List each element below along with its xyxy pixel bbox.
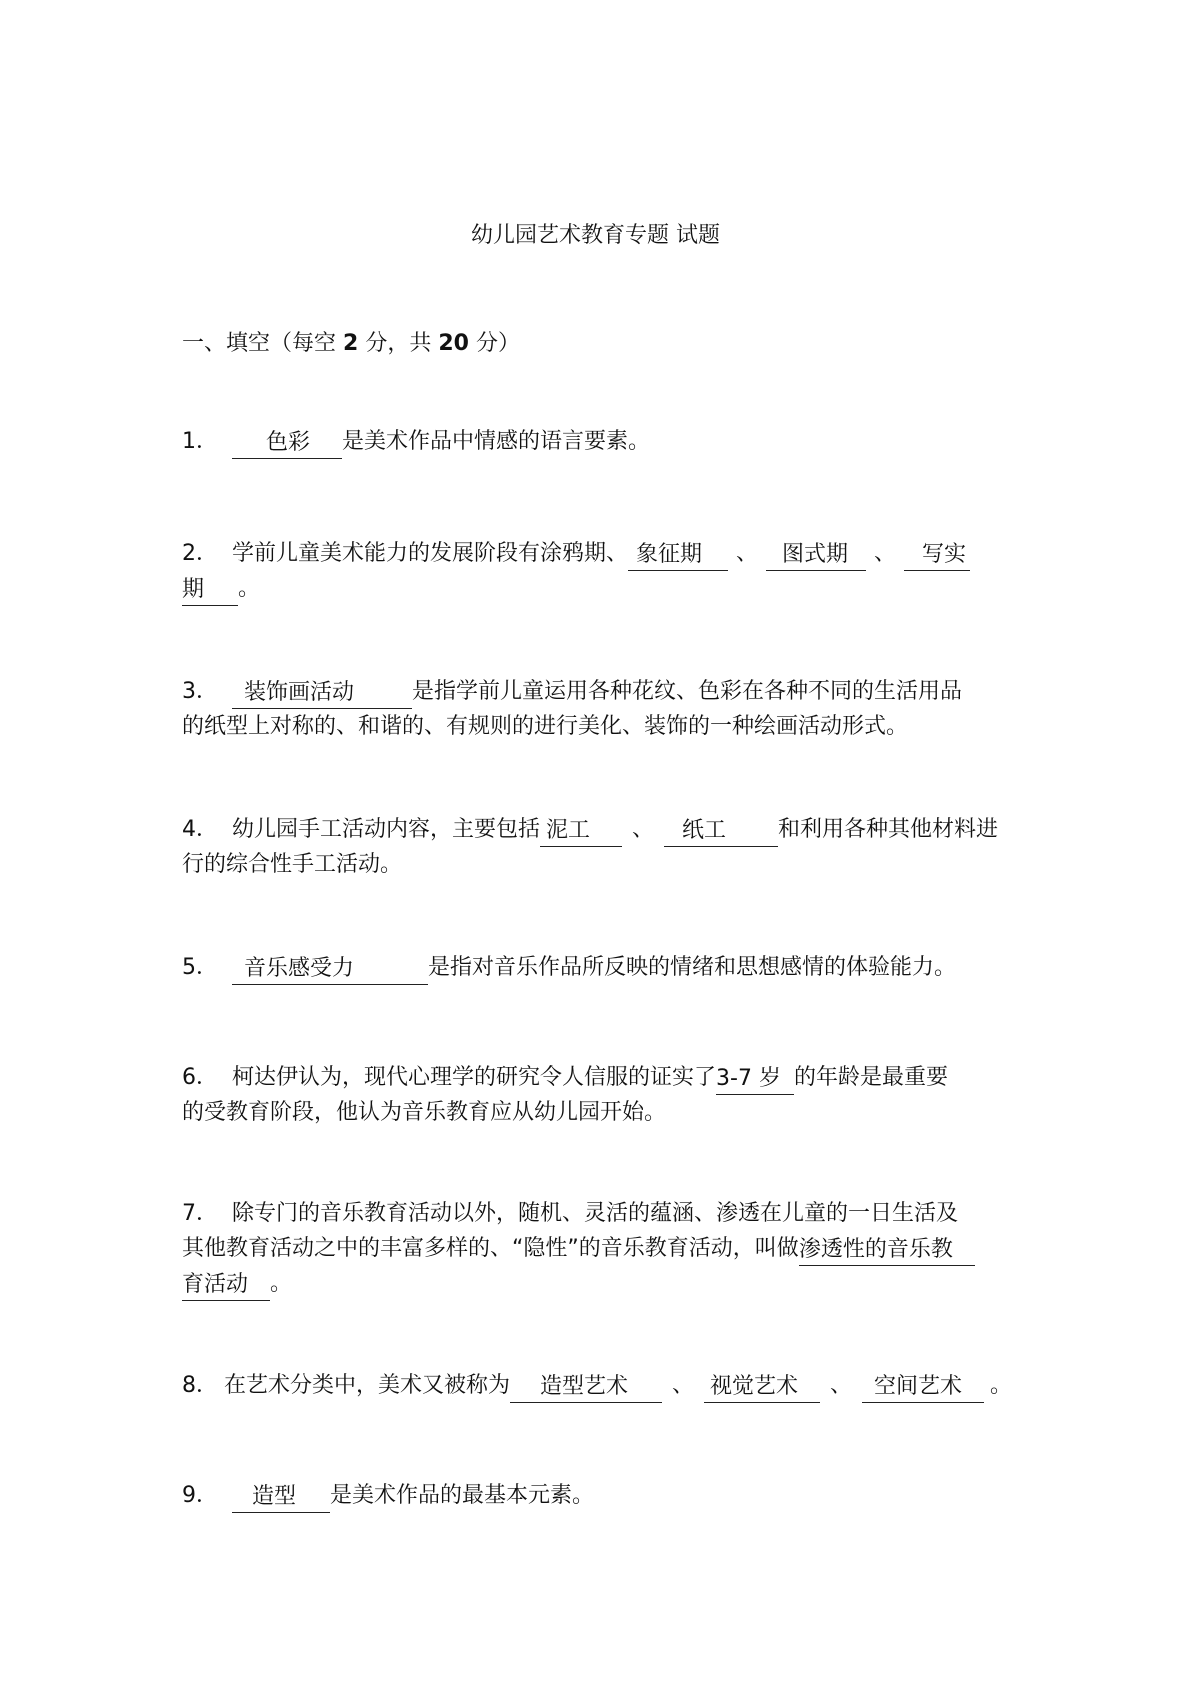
question-number: 3． bbox=[182, 679, 218, 704]
question-8 bbox=[182, 1368, 1022, 1403]
answer-blank bbox=[704, 1371, 820, 1403]
answer-blank bbox=[510, 1371, 662, 1403]
section-suffix: 分） bbox=[475, 331, 520, 356]
question-text-line2: 其他教育活动之中的丰富多样的、“隐性”的音乐教育活动，叫做 bbox=[182, 1236, 799, 1261]
question-5 bbox=[182, 950, 1022, 985]
answer-blank bbox=[232, 1481, 330, 1513]
section-heading bbox=[182, 326, 520, 357]
question-number: 2． bbox=[182, 541, 218, 566]
section-points: 2 bbox=[343, 331, 359, 356]
question-text: 。 bbox=[238, 576, 261, 601]
question-text: 是美术作品的最基本元素。 bbox=[330, 1483, 595, 1508]
answer-blank bbox=[540, 815, 622, 847]
question-text: 的年龄是最重要 bbox=[794, 1065, 949, 1090]
answer-text: 期 bbox=[182, 577, 205, 602]
question-number: 9． bbox=[182, 1483, 218, 1508]
question-text: 除专门的音乐教育活动以外，随机、灵活的蕴涵、渗透在儿童的一日生活及 bbox=[232, 1201, 959, 1226]
answer-blank bbox=[766, 539, 866, 571]
question-text-line2: 的受教育阶段，他认为音乐教育应从幼儿园开始。 bbox=[182, 1100, 667, 1125]
separator: 、 bbox=[736, 541, 759, 566]
answer-text: 3-7 岁 bbox=[716, 1066, 781, 1091]
question-6 bbox=[182, 1060, 1022, 1130]
question-4 bbox=[182, 812, 1022, 882]
section-total: 20 bbox=[438, 331, 469, 356]
question-number: 7． bbox=[182, 1201, 218, 1226]
answer-blank-continued bbox=[182, 574, 238, 606]
answer-text: 象征期 bbox=[636, 542, 703, 567]
answer-blank bbox=[799, 1234, 975, 1266]
question-2 bbox=[182, 536, 1022, 606]
question-text: 幼儿园手工活动内容，主要包括 bbox=[232, 817, 541, 842]
answer-text: 色彩 bbox=[266, 430, 311, 455]
answer-text: 写实 bbox=[922, 542, 967, 567]
question-3 bbox=[182, 674, 1022, 744]
answer-text: 渗透性的音乐教 bbox=[798, 1237, 953, 1262]
question-number: 1． bbox=[182, 429, 218, 454]
question-1 bbox=[182, 424, 1022, 459]
answer-text: 纸工 bbox=[682, 818, 727, 843]
question-text: 是指对音乐作品所反映的情绪和思想感情的体验能力。 bbox=[428, 955, 957, 980]
answer-blank bbox=[716, 1063, 794, 1095]
answer-text: 泥工 bbox=[546, 818, 591, 843]
answer-text: 造型 bbox=[252, 1484, 297, 1509]
question-text: 学前儿童美术能力的发展阶段有涂鸦期、 bbox=[232, 541, 629, 566]
question-number: 6． bbox=[182, 1065, 218, 1090]
separator: 、 bbox=[830, 1373, 853, 1398]
answer-blank bbox=[904, 539, 970, 571]
answer-blank bbox=[232, 677, 412, 709]
answer-text: 视觉艺术 bbox=[710, 1374, 799, 1399]
question-text: 。 bbox=[990, 1373, 1013, 1398]
question-text-line2: 的纸型上对称的、和谐的、有规则的进行美化、装饰的一种绘画活动形式。 bbox=[182, 714, 909, 739]
question-text-line2: 行的综合性手工活动。 bbox=[182, 852, 403, 877]
answer-text: 音乐感受力 bbox=[244, 956, 355, 981]
answer-blank bbox=[628, 539, 728, 571]
answer-text: 图式期 bbox=[782, 542, 849, 567]
answer-text: 造型艺术 bbox=[540, 1374, 629, 1399]
answer-text: 空间艺术 bbox=[874, 1374, 963, 1399]
question-text: 在艺术分类中，美术又被称为 bbox=[224, 1373, 511, 1398]
question-7 bbox=[182, 1196, 1022, 1301]
separator: 、 bbox=[632, 817, 655, 842]
question-text: 是指学前儿童运用各种花纹、色彩在各种不同的生活用品 bbox=[412, 679, 963, 704]
question-text: 柯达伊认为，现代心理学的研究令人信服的证实了 bbox=[232, 1065, 717, 1090]
question-number: 5． bbox=[182, 955, 218, 980]
section-mid: 分，共 bbox=[365, 331, 432, 356]
question-text: 是美术作品中情感的语言要素。 bbox=[342, 429, 651, 454]
answer-blank bbox=[232, 953, 428, 985]
answer-blank bbox=[232, 427, 342, 459]
page-title: 幼儿园艺术教育专题 试题 bbox=[471, 223, 720, 248]
question-number: 4． bbox=[182, 817, 218, 842]
separator: 、 bbox=[672, 1373, 695, 1398]
answer-text: 育活动 bbox=[182, 1272, 249, 1297]
question-number: 8． bbox=[182, 1373, 218, 1398]
question-9 bbox=[182, 1478, 1022, 1513]
answer-blank bbox=[664, 815, 778, 847]
section-prefix: 一、填空（每空 bbox=[182, 331, 337, 356]
answer-blank-continued bbox=[182, 1269, 270, 1301]
answer-text: 装饰画活动 bbox=[244, 680, 355, 705]
answer-blank bbox=[862, 1371, 984, 1403]
question-text: 。 bbox=[270, 1271, 293, 1296]
question-text: 和利用各种其他材料进 bbox=[778, 817, 999, 842]
separator: 、 bbox=[874, 541, 897, 566]
